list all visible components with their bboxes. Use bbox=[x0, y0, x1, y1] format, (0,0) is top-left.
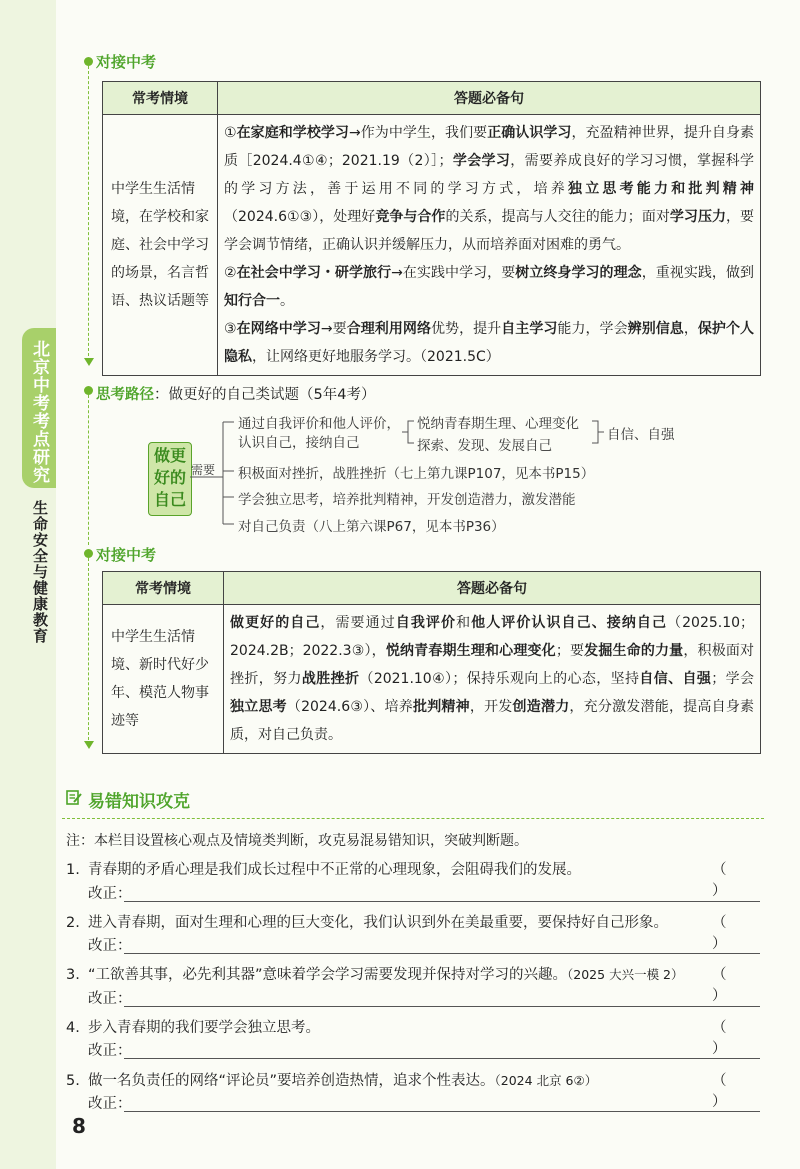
fix-line[interactable] bbox=[124, 1058, 760, 1059]
keyword: 树立终身学习的理念 bbox=[515, 265, 642, 281]
answer-text: →作为中学生，我们要 bbox=[348, 125, 488, 141]
fix-line[interactable] bbox=[124, 1111, 760, 1112]
keyword: 做更好的自己 bbox=[230, 615, 321, 631]
table-header-situation: 常考情境 bbox=[103, 82, 218, 115]
answer-text: ；要 bbox=[555, 643, 585, 659]
answer-text: ，充盈精神世界，提升自身素质［2024.4①④；2021.19（2）］； bbox=[224, 125, 755, 169]
answer-blank[interactable]: （ ） bbox=[712, 1073, 761, 1110]
keyword: 在网络中学习 bbox=[236, 321, 321, 337]
fix-line[interactable] bbox=[124, 901, 760, 902]
answer-blank[interactable]: （ ） bbox=[712, 967, 761, 1004]
answer-text: →要 bbox=[320, 321, 347, 337]
scenario-table-2 bbox=[102, 571, 761, 754]
table-header-answer: 答题必备句 bbox=[218, 82, 761, 115]
answer-text: ， bbox=[683, 321, 698, 337]
answer-text: ，让网络更好地服务学习。（2021.5C） bbox=[252, 349, 500, 365]
thinking-path-text: ：做更好的自己类试题（5年4考） bbox=[154, 387, 376, 403]
unit-label: 生命安全与健康教育 bbox=[31, 500, 49, 644]
answer-blank[interactable]: （ ） bbox=[712, 915, 761, 952]
table-header-answer: 答题必备句 bbox=[224, 572, 761, 605]
keyword: 自信、自强 bbox=[639, 671, 712, 687]
situation-cell: 中学生生活情境，在学校和家庭、社会中学习的场景，名言哲语、热议话题等 bbox=[103, 115, 218, 376]
mistakes-title: 易错知识攻克 bbox=[88, 792, 190, 812]
keyword: 独立思考 bbox=[230, 699, 287, 715]
answer-text: ，积极面对挫折，努力 bbox=[230, 643, 755, 687]
keyword: 批判精神 bbox=[412, 699, 470, 715]
answer-text: 的关系，提高与人交往的能力；面对 bbox=[445, 209, 670, 225]
situation-cell: 中学生生活情境、新时代好少年、模范人物事迹等 bbox=[103, 605, 224, 754]
answer-blank[interactable]: （ ） bbox=[712, 862, 761, 899]
pencil-note-icon bbox=[66, 789, 82, 805]
keyword: 悦纳青春期生理和心理变化 bbox=[385, 643, 556, 659]
answer-text: 。 bbox=[280, 293, 294, 309]
answer-text: ，要学会调节情绪，正确认识并缓解压力，从而培养面对困难的勇气。 bbox=[224, 209, 755, 253]
fix-label: 改正： bbox=[88, 991, 132, 1007]
keyword: 学会学习 bbox=[452, 153, 511, 169]
branch-2: 积极面对挫折，战胜挫折（七上第九课P107，见本书P15） bbox=[238, 466, 595, 482]
answer-text: 能力，学会 bbox=[557, 321, 628, 337]
question-item: 5. 做一名负责任的网络“评论员”要培养创造热情，追求个性表达。（2024 北京 6②） bbox=[66, 1073, 598, 1089]
answer-text: →在实践中学习，要 bbox=[391, 265, 516, 281]
answer-text: ，充分激发潜能，提高自身素质，对自己负责。 bbox=[230, 699, 755, 743]
table-header-situation: 常考情境 bbox=[103, 572, 224, 605]
keyword: 发掘生命的力量 bbox=[584, 643, 684, 659]
mistakes-note: 注：本栏目设置核心观点及情境类判断，攻克易混易错知识，突破判断题。 bbox=[66, 833, 528, 849]
keyword: 竞争与合作 bbox=[375, 209, 446, 225]
sub-branch-1: 悦纳青春期生理、心理变化 bbox=[417, 416, 579, 432]
answer-text: 和 bbox=[456, 615, 472, 631]
branch-4: 对自己负责（八上第六课P67，见本书P36） bbox=[238, 519, 505, 535]
keyword: 知行合一 bbox=[224, 293, 280, 309]
section-title: 对接中考 bbox=[96, 546, 157, 564]
sub-branch-2: 探索、发现、发展自己 bbox=[417, 438, 552, 454]
answer-text: 优势，提升 bbox=[431, 321, 502, 337]
divider bbox=[62, 818, 764, 819]
keyword: 学习压力 bbox=[669, 209, 726, 225]
answer-blank[interactable]: （ ） bbox=[712, 1020, 761, 1057]
page-number: 8 bbox=[72, 1114, 86, 1138]
answer-text: ② bbox=[224, 265, 237, 281]
question-item: 3. “工欲善其事，必先利其器”意味着学会学习需要发现并保持对学习的兴趣。（2025 大兴一模 2） bbox=[66, 967, 684, 983]
branch-1a: 通过自我评价和他人评价， bbox=[238, 416, 400, 432]
core-box: 做更好的自己 bbox=[148, 442, 192, 516]
fix-label: 改正： bbox=[88, 886, 132, 902]
keyword: 自主学习 bbox=[501, 321, 558, 337]
chapter-tab-label: 北京中考考点研究 bbox=[29, 340, 49, 484]
keyword: 创造潜力 bbox=[512, 699, 570, 715]
answer-text: ，需要养成良好的学习习惯，掌握科学的学习方法，善于运用不同的学习方式，培养 bbox=[224, 153, 755, 197]
need-label: 需要 bbox=[191, 463, 216, 477]
keyword: 独立思考能力和批判精神 bbox=[568, 181, 754, 197]
keyword: 合理利用网络 bbox=[346, 321, 431, 337]
answer-text: （2025.10；2024.2B；2022.3③）， bbox=[230, 615, 755, 659]
answer-text: （2021.10④）；保持乐观向上的心态，坚持 bbox=[359, 671, 640, 687]
fix-label: 改正： bbox=[88, 1043, 132, 1059]
question-item: 1. 青春期的矛盾心理是我们成长过程中不正常的心理现象，会阻碍我们的发展。 bbox=[66, 862, 581, 878]
section-title: 对接中考 bbox=[96, 53, 157, 71]
answer-cell bbox=[224, 605, 761, 754]
question-item: 4. 步入青春期的我们要学会独立思考。 bbox=[66, 1020, 320, 1036]
keyword: 在社会中学习・研学旅行 bbox=[236, 265, 392, 281]
fix-line[interactable] bbox=[124, 953, 760, 954]
answer-text: ；学会 bbox=[711, 671, 755, 687]
keyword: 他人评价认识自己、接纳自己 bbox=[471, 615, 668, 631]
answer-text: ③ bbox=[224, 321, 237, 337]
question-item: 2. 进入青春期，面对生理和心理的巨大变化，我们认识到外在美最重要，要保持好自己形象。 bbox=[66, 915, 668, 931]
fix-label: 改正： bbox=[88, 1096, 132, 1112]
answer-text: ① bbox=[224, 125, 237, 141]
answer-text: ，重视实践，做到 bbox=[641, 265, 755, 281]
fix-label: 改正： bbox=[88, 938, 132, 954]
keyword: 正确认识学习 bbox=[487, 125, 572, 141]
fix-line[interactable] bbox=[124, 1006, 760, 1007]
sub-branch-result: 自信、自强 bbox=[607, 427, 675, 443]
answer-text: （2024.6③）、培养 bbox=[286, 699, 413, 715]
keyword: 在家庭和学校学习 bbox=[236, 125, 349, 141]
answer-text: ，需要通过 bbox=[320, 615, 396, 631]
branch-3: 学会独立思考，培养批判精神，开发创造潜力，激发潜能 bbox=[238, 492, 576, 508]
thinking-path-label: 思考路径 bbox=[96, 387, 154, 403]
answer-text: ，开发 bbox=[469, 699, 513, 715]
keyword: 保护个人隐私 bbox=[224, 321, 755, 365]
keyword: 辨别信息 bbox=[627, 321, 684, 337]
answer-text: （2024.6①③），处理好 bbox=[224, 209, 376, 225]
keyword: 战胜挫折 bbox=[301, 671, 360, 687]
keyword: 自我评价 bbox=[395, 615, 457, 631]
branch-1b: 认识自己，接纳自己 bbox=[238, 435, 360, 451]
